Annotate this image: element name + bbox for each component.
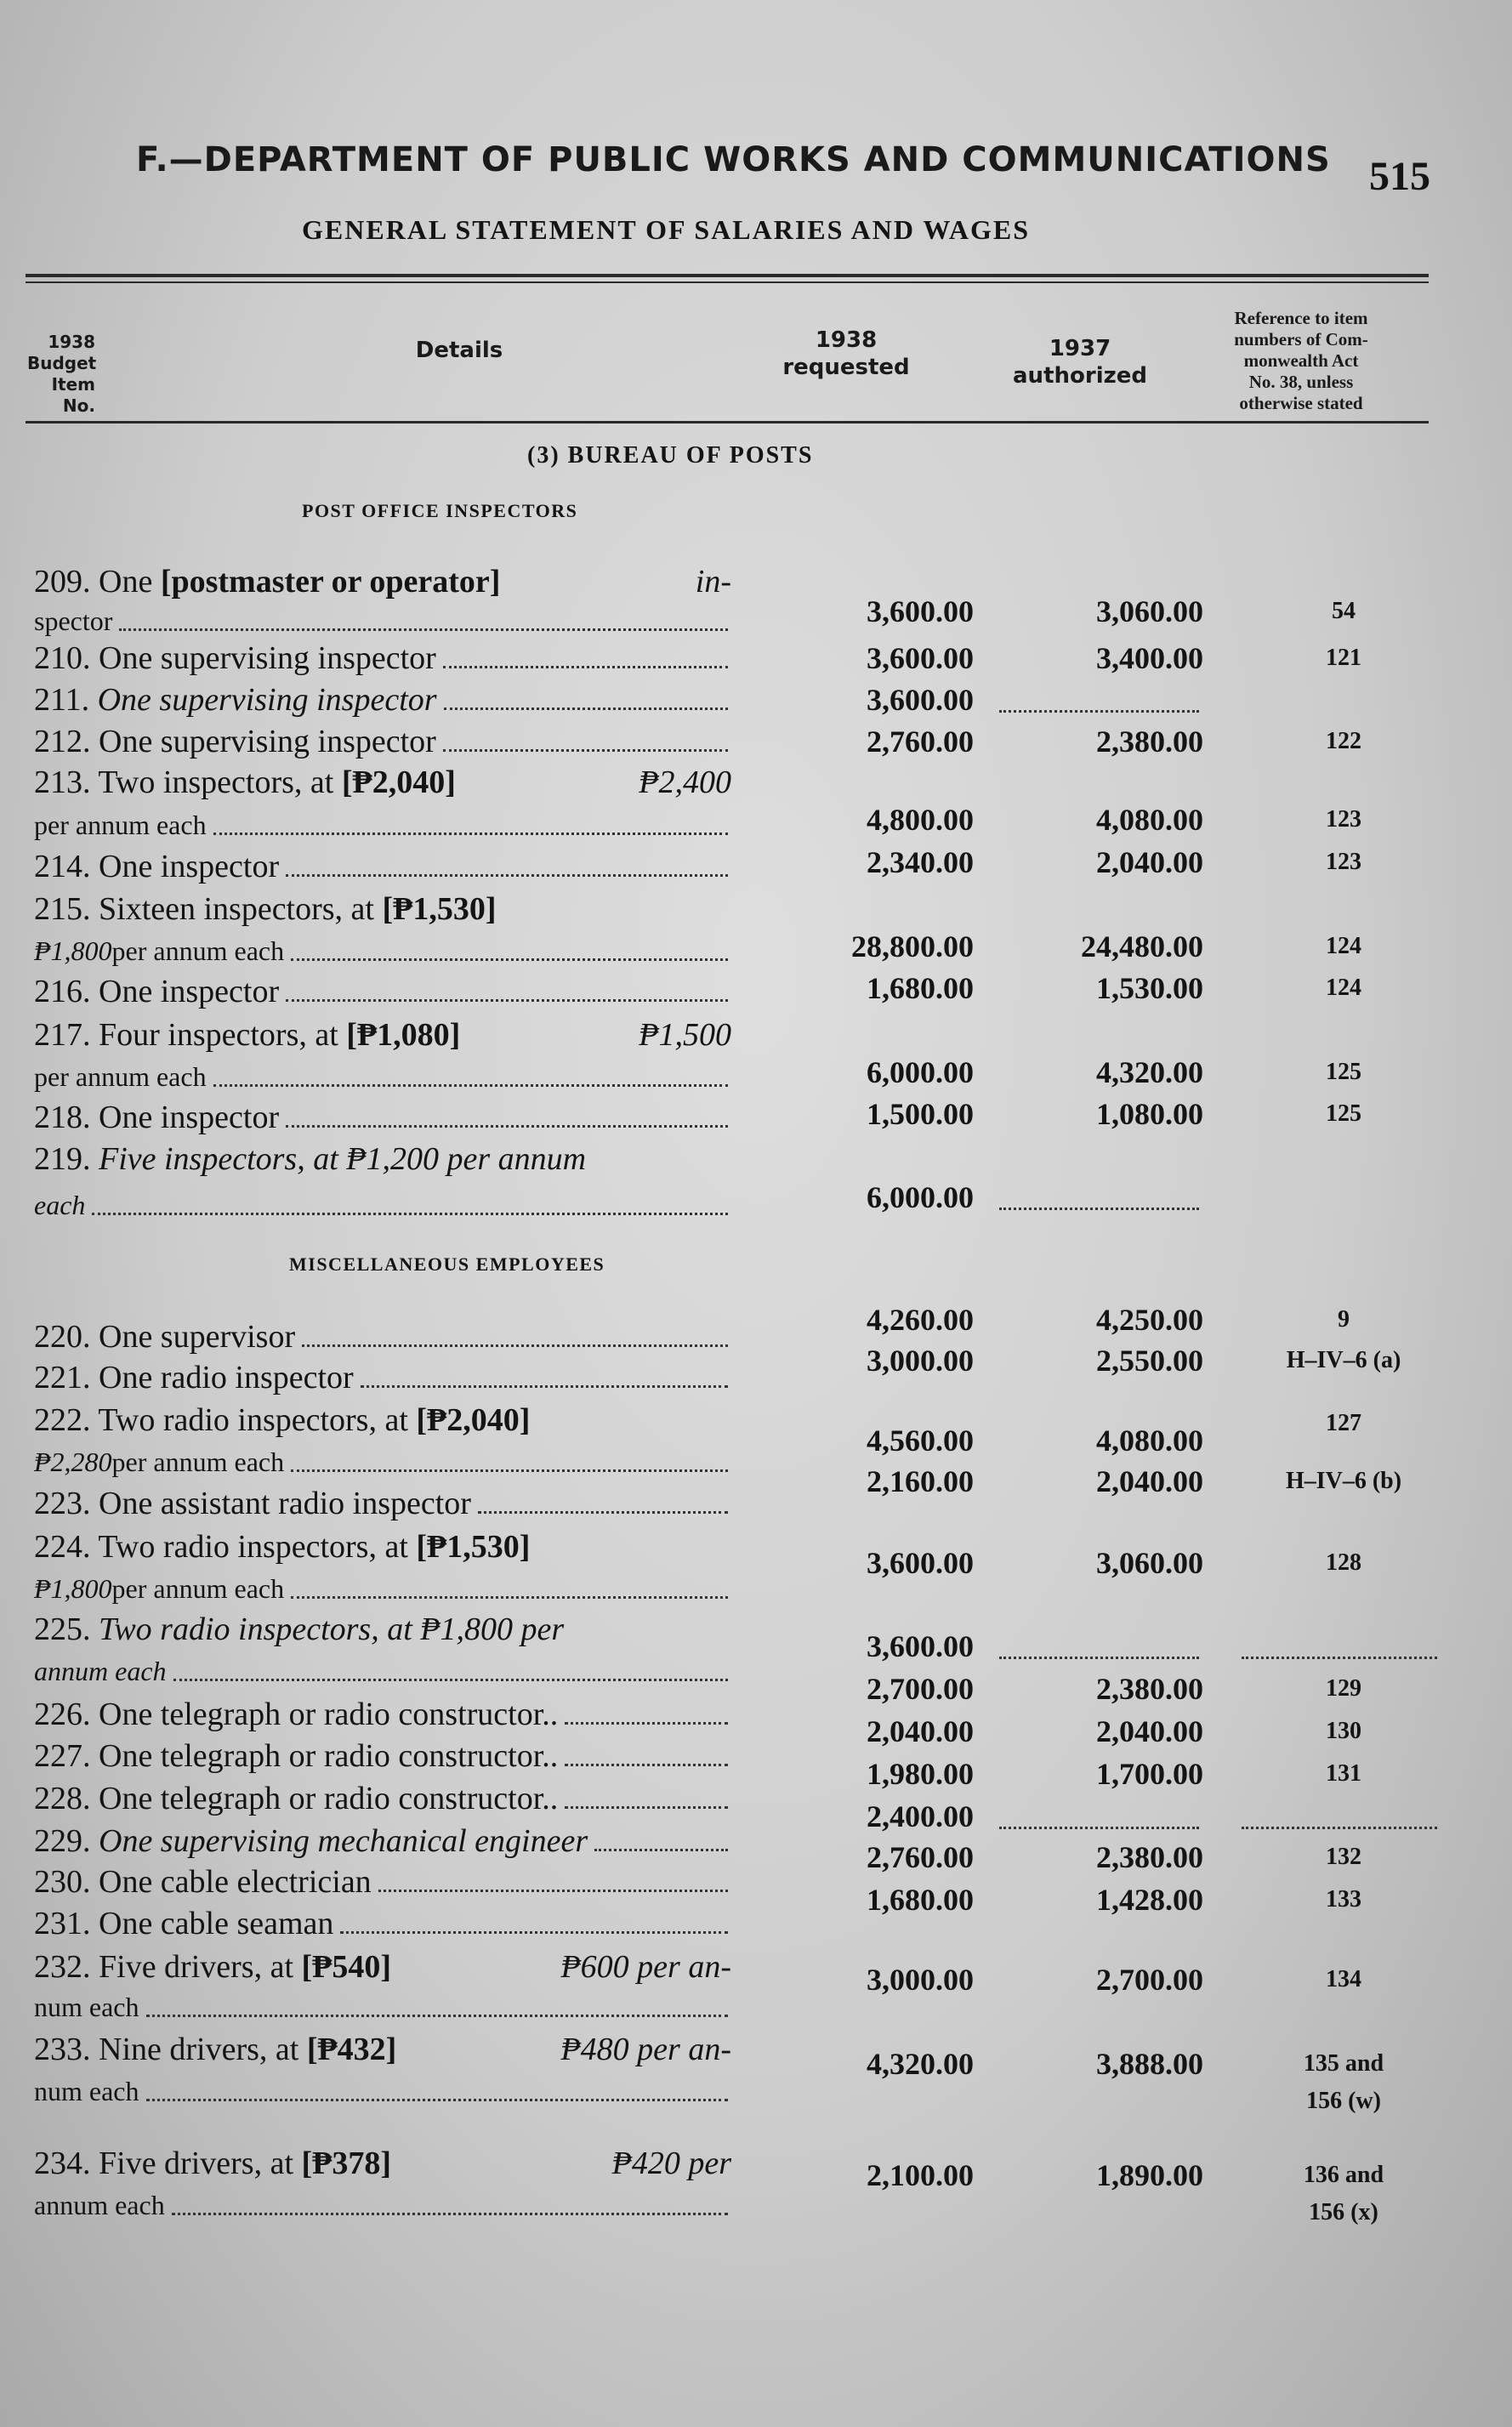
- reference-number: 9: [1338, 1306, 1350, 1333]
- item-description-line2: [34, 806, 731, 844]
- item-description: [34, 1737, 731, 1775]
- amount-1938-requested: 3,600.00: [867, 641, 974, 675]
- page-number: 515: [1369, 154, 1430, 199]
- item-text-lead: [34, 1401, 530, 1439]
- leader-dots: [443, 723, 728, 752]
- reference-number: 132: [1326, 1844, 1361, 1870]
- leader-dots: [213, 1058, 728, 1087]
- item-rate-new: ₱2,280: [34, 1447, 112, 1477]
- reference-number-cont: 156 (x): [1309, 2199, 1378, 2225]
- item-text: 223. One assistant radio inspector: [34, 1486, 471, 1521]
- reference-number: 124: [1326, 933, 1361, 959]
- item-text-continued: per annum each: [34, 810, 207, 840]
- amount-1938-requested: 4,320.00: [867, 2047, 974, 2081]
- item-text: 228. One telegraph or radio constructor..: [34, 1781, 559, 1816]
- leader-dots: [565, 1780, 728, 1809]
- reference-number: 129: [1326, 1675, 1361, 1702]
- item-description-line2: [34, 602, 731, 639]
- item-text-lead: [34, 1528, 530, 1566]
- item-text: 226. One telegraph or radio constructor..: [34, 1697, 559, 1732]
- col-1938-requested: 1938 requested: [782, 327, 910, 380]
- amount-1937-authorized: 2,040.00: [1096, 1714, 1203, 1748]
- reference-number: 125: [1326, 1100, 1361, 1127]
- item-description: [34, 1318, 731, 1356]
- amount-1938-requested: 6,000.00: [867, 1055, 974, 1089]
- section-title: (3) BUREAU OF POSTS: [527, 442, 814, 469]
- amount-1938-requested: 1,680.00: [867, 971, 974, 1005]
- item-description-line1: [34, 1948, 731, 1986]
- item-text-struck: [₱432]: [306, 2032, 397, 2067]
- item-text-lead: [34, 1611, 564, 1648]
- item-text-end: in-: [695, 564, 731, 600]
- amount-1938-requested: 3,600.00: [867, 1546, 974, 1580]
- item-description: [34, 1359, 731, 1396]
- item-description-line1: [34, 2031, 731, 2068]
- amount-1937-authorized: 1,890.00: [1096, 2158, 1203, 2192]
- item-description: [34, 1099, 731, 1136]
- item-text: 210. One supervising inspector: [34, 640, 436, 676]
- item-description-line1: [34, 1140, 731, 1178]
- item-description-line1: [34, 1611, 731, 1648]
- item-text: 214. One inspector: [34, 849, 280, 884]
- item-text-struck: [₱540]: [301, 1949, 392, 1985]
- col-item-no: 1938 Budget Item No.: [27, 332, 97, 416]
- amount-1937-authorized: 4,320.00: [1096, 1055, 1203, 1089]
- item-description-line1: [34, 1528, 731, 1566]
- item-text-start: 233. Nine drivers, at: [34, 2032, 307, 2067]
- item-description-line2: [34, 2072, 731, 2110]
- amount-1937-authorized: 2,040.00: [1096, 845, 1203, 879]
- leader-dots: [594, 1822, 728, 1851]
- leader-dots: [119, 602, 728, 631]
- item-description-line2: [34, 2186, 731, 2224]
- amount-1938-requested: 2,340.00: [867, 845, 974, 879]
- amount-1937-authorized: 3,888.00: [1096, 2047, 1203, 2081]
- blank-authorized-line: [999, 710, 1199, 713]
- item-text-new: Two radio inspectors, at ₱1,800 per: [99, 1611, 565, 1647]
- amount-1938-requested: 2,400.00: [867, 1799, 974, 1833]
- item-text-continued: per annum each: [34, 1061, 207, 1092]
- item-description-line1: [34, 1016, 731, 1054]
- amount-1937-authorized: 2,550.00: [1096, 1344, 1203, 1378]
- reference-number: 125: [1326, 1059, 1361, 1085]
- leader-dots: [92, 1186, 728, 1215]
- item-text-lead: [34, 1016, 460, 1054]
- item-description: [34, 1485, 731, 1522]
- amount-1937-authorized: 4,250.00: [1096, 1303, 1203, 1337]
- amount-1937-authorized: 3,060.00: [1096, 1546, 1203, 1580]
- item-text-continued: num each: [34, 1992, 139, 2022]
- item-text-end: ₱480 per an-: [560, 2032, 731, 2067]
- reference-number: 122: [1326, 728, 1361, 754]
- item-text: 216. One inspector: [34, 974, 280, 1009]
- item-text-start: 215. Sixteen inspectors, at: [34, 891, 383, 927]
- item-text-start: 222. Two radio inspectors, at: [34, 1402, 417, 1438]
- leader-dots: [565, 1737, 728, 1766]
- blank-authorized-line: [999, 1827, 1199, 1829]
- reference-number: 128: [1326, 1549, 1361, 1576]
- amount-1938-requested: 4,260.00: [867, 1303, 974, 1337]
- subsection-inspectors: POST OFFICE INSPECTORS: [302, 500, 578, 521]
- amount-1937-authorized: 1,428.00: [1096, 1883, 1203, 1917]
- item-text-lead: [34, 890, 497, 928]
- amount-1938-requested: 2,160.00: [867, 1464, 974, 1498]
- item-description: [34, 1905, 731, 1942]
- item-description-line2: [34, 1443, 731, 1481]
- amount-1937-authorized: 3,400.00: [1096, 641, 1203, 675]
- reference-number: 124: [1326, 975, 1361, 1001]
- leader-dots: [213, 806, 728, 835]
- leader-dots: [286, 1099, 728, 1128]
- amount-1938-requested: 2,760.00: [867, 1840, 974, 1874]
- item-description: [34, 1780, 731, 1817]
- item-text-end: ₱2,400: [639, 764, 731, 800]
- reference-number: 123: [1326, 806, 1361, 833]
- amount-1938-requested: 3,000.00: [867, 1963, 974, 1997]
- item-description-line2: [34, 932, 731, 969]
- header-rule-top: [26, 274, 1429, 277]
- reference-number: H–IV–6 (b): [1285, 1468, 1402, 1494]
- amount-1938-requested: 1,980.00: [867, 1757, 974, 1791]
- reference-number: 135 and: [1303, 2050, 1384, 2077]
- leader-dots: [361, 1359, 728, 1388]
- amount-1938-requested: 3,600.00: [867, 683, 974, 717]
- item-text-start: 234. Five drivers, at: [34, 2146, 302, 2181]
- amount-1937-authorized: 1,080.00: [1096, 1097, 1203, 1131]
- amount-1937-authorized: 4,080.00: [1096, 803, 1203, 837]
- statement-title: GENERAL STATEMENT OF SALARIES AND WAGES: [302, 214, 1030, 245]
- item-text: 229. One supervising mechanical engineer: [34, 1823, 588, 1859]
- item-text: 221. One radio inspector: [34, 1360, 354, 1395]
- item-text-struck: [₱2,040]: [341, 764, 456, 800]
- item-description-line1: [34, 1401, 731, 1439]
- item-text-continued: per annum each: [111, 935, 285, 966]
- blank-authorized-line: [999, 1657, 1199, 1659]
- col-details: Details: [415, 338, 503, 363]
- item-description-line1: [34, 890, 731, 928]
- leader-dots: [146, 2072, 729, 2101]
- reference-number: H–IV–6 (a): [1286, 1347, 1401, 1373]
- subsection-misc: MISCELLANEOUS EMPLOYEES: [289, 1253, 605, 1275]
- item-description-line2: [34, 1186, 731, 1224]
- header-rule-top-2: [26, 281, 1429, 283]
- item-description-line1: [34, 2145, 731, 2182]
- item-rate-new: ₱1,800: [34, 1573, 112, 1604]
- amount-1937-authorized: 3,060.00: [1096, 594, 1203, 628]
- amount-1937-authorized: 2,380.00: [1096, 1672, 1203, 1706]
- amount-1938-requested: 3,000.00: [867, 1344, 974, 1378]
- item-description: [34, 973, 731, 1010]
- item-text-start: 224. Two radio inspectors, at: [34, 1529, 417, 1565]
- amount-1937-authorized: 1,700.00: [1096, 1757, 1203, 1791]
- item-description-line2: [34, 1570, 731, 1607]
- item-text-start: 209. One: [34, 564, 161, 600]
- item-text-lead: [34, 1948, 391, 1986]
- leader-dots: [172, 2186, 728, 2215]
- reference-number: 123: [1326, 849, 1361, 875]
- item-text-new: Five inspectors, at ₱1,200 per annum: [99, 1141, 587, 1177]
- item-description: [34, 723, 731, 760]
- item-text: 220. One supervisor: [34, 1319, 296, 1355]
- item-text-start: 225.: [34, 1611, 99, 1647]
- item-text-continued: per annum each: [111, 1447, 285, 1477]
- item-description-line1: [34, 563, 731, 600]
- col-reference: Reference to item numbers of Com- monwealth Act No. 38, unless otherwise stated: [1234, 308, 1368, 413]
- item-text-struck: [postmaster or operator]: [160, 564, 501, 600]
- item-text-lead: [34, 2031, 396, 2068]
- leader-dots: [286, 848, 728, 877]
- amount-1938-requested: 1,500.00: [867, 1097, 974, 1131]
- reference-number: 127: [1326, 1410, 1361, 1436]
- item-description: [34, 681, 731, 719]
- reference-number: 121: [1326, 645, 1361, 671]
- reference-number: 136 and: [1303, 2162, 1384, 2188]
- reference-number: 130: [1326, 1718, 1361, 1744]
- blank-reference-line: [1242, 1827, 1437, 1829]
- item-text-continued: each: [34, 1190, 86, 1220]
- amount-1938-requested: 28,800.00: [851, 929, 974, 963]
- item-text: 218. One inspector: [34, 1100, 280, 1135]
- header-rule-bottom: [26, 421, 1429, 423]
- amount-1937-authorized: 2,380.00: [1096, 1840, 1203, 1874]
- item-text-struck: [₱2,040]: [416, 1402, 531, 1438]
- item-text: 211. One supervising inspector: [34, 682, 437, 718]
- item-description-line2: [34, 1988, 731, 2026]
- item-text-end: ₱600 per an-: [560, 1949, 731, 1985]
- amount-1938-requested: 1,680.00: [867, 1883, 974, 1917]
- blank-reference-line: [1242, 1657, 1437, 1659]
- amount-1938-requested: 4,560.00: [867, 1424, 974, 1458]
- item-text-end: ₱420 per: [611, 2146, 731, 2181]
- amount-1938-requested: 2,040.00: [867, 1714, 974, 1748]
- item-text-struck: [₱1,530]: [416, 1529, 531, 1565]
- leader-dots: [443, 639, 728, 668]
- item-text-lead: [34, 2145, 391, 2182]
- item-text-start: 213. Two inspectors, at: [34, 764, 342, 800]
- amount-1938-requested: 2,100.00: [867, 2158, 974, 2192]
- item-text: 227. One telegraph or radio constructor..: [34, 1738, 559, 1774]
- reference-number: 54: [1332, 598, 1356, 624]
- leader-dots: [378, 1863, 728, 1892]
- item-description: [34, 1696, 731, 1733]
- item-text-continued: annum each: [34, 2190, 165, 2220]
- item-text-struck: [₱1,530]: [382, 891, 497, 927]
- leader-dots: [478, 1485, 728, 1514]
- item-text-lead: [34, 1140, 586, 1178]
- blank-authorized-line: [999, 1208, 1199, 1210]
- item-description: [34, 639, 731, 677]
- item-text-continued: num each: [34, 2076, 139, 2106]
- item-rate-new: ₱1,800: [34, 935, 112, 966]
- leader-dots: [340, 1905, 728, 1934]
- amount-1937-authorized: 2,380.00: [1096, 725, 1203, 759]
- item-text: 231. One cable seaman: [34, 1906, 334, 1941]
- item-text-continued: annum each: [34, 1656, 167, 1686]
- leader-dots: [444, 681, 728, 710]
- item-description: [34, 1863, 731, 1901]
- leader-dots: [291, 1570, 728, 1599]
- leader-dots: [146, 1988, 729, 2017]
- item-description-line1: [34, 764, 731, 801]
- amount-1937-authorized: 4,080.00: [1096, 1424, 1203, 1458]
- leader-dots: [173, 1652, 728, 1681]
- reference-number: 134: [1326, 1966, 1361, 1992]
- amount-1937-authorized: 2,040.00: [1096, 1464, 1203, 1498]
- item-description-line2: [34, 1652, 731, 1690]
- leader-dots: [286, 973, 728, 1002]
- amount-1937-authorized: 1,530.00: [1096, 971, 1203, 1005]
- leader-dots: [565, 1696, 728, 1725]
- item-description: [34, 1822, 731, 1860]
- item-text-struck: [₱378]: [301, 2146, 392, 2181]
- amount-1938-requested: 3,600.00: [867, 1629, 974, 1663]
- leader-dots: [302, 1318, 728, 1347]
- reference-number-cont: 156 (w): [1306, 2088, 1381, 2114]
- item-text-start: 219.: [34, 1141, 99, 1177]
- item-text: 230. One cable electrician: [34, 1864, 372, 1900]
- reference-number: 133: [1326, 1886, 1361, 1913]
- reference-number: 131: [1326, 1760, 1361, 1787]
- leader-dots: [291, 1443, 728, 1472]
- amount-1938-requested: 2,760.00: [867, 725, 974, 759]
- amount-1938-requested: 3,600.00: [867, 594, 974, 628]
- item-description-line2: [34, 1058, 731, 1095]
- item-text: 212. One supervising inspector: [34, 724, 436, 759]
- amount-1938-requested: 2,700.00: [867, 1672, 974, 1706]
- item-text-end: ₱1,500: [639, 1017, 731, 1053]
- item-text-start: 232. Five drivers, at: [34, 1949, 302, 1985]
- item-text-continued: per annum each: [111, 1573, 285, 1604]
- amount-1938-requested: 4,800.00: [867, 803, 974, 837]
- department-title: F.—DEPARTMENT OF PUBLIC WORKS AND COMMUNICATIONS: [136, 140, 1331, 179]
- item-text-start: 217. Four inspectors, at: [34, 1017, 347, 1053]
- item-text-struck: [₱1,080]: [346, 1017, 461, 1053]
- item-text-lead: [34, 764, 456, 801]
- amount-1938-requested: 6,000.00: [867, 1180, 974, 1214]
- item-text-continued: spector: [34, 605, 113, 636]
- amount-1937-authorized: 2,700.00: [1096, 1963, 1203, 1997]
- col-1937-authorized: 1937 authorized: [1013, 336, 1147, 389]
- leader-dots: [291, 932, 728, 961]
- amount-1937-authorized: 24,480.00: [1081, 929, 1203, 963]
- item-text-lead: [34, 563, 500, 600]
- item-description: [34, 848, 731, 885]
